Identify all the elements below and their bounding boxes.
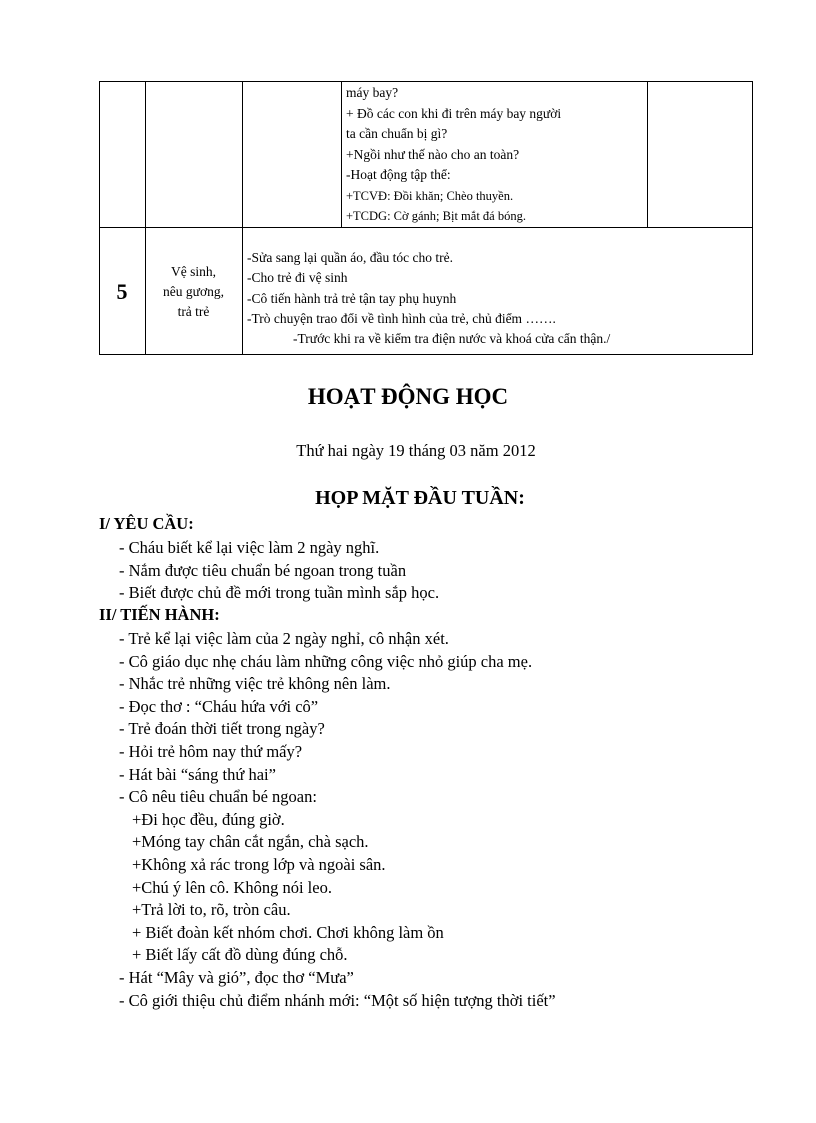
date-line: Thứ hai ngày 19 tháng 03 năm 2012 — [296, 441, 536, 460]
table-line: ta cần chuẩn bị gì? — [346, 126, 448, 141]
list-item: - Hát “Mây và gió”, đọc thơ “Mưa” — [119, 967, 354, 987]
row-title-line: trả trẻ — [177, 303, 210, 319]
list-subitem: + Biết đoàn kết nhóm chơi. Chơi không làm ồn — [132, 922, 444, 942]
list-item: - Trẻ kể lại việc làm của 2 ngày nghỉ, cô nhận xét. — [119, 629, 449, 648]
table-line: +Ngồi như thế nào cho an toàn? — [346, 146, 520, 162]
procedure-list — [119, 628, 556, 1012]
row-number: 5 — [116, 278, 128, 304]
table-border — [341, 81, 342, 228]
list-subitem: + Biết lấy cất đồ dùng đúng chỗ. — [132, 945, 348, 965]
list-item: - Hát bài “sáng thứ hai” — [119, 764, 276, 784]
table-border — [752, 81, 753, 355]
row-activities — [247, 248, 610, 349]
list-subitem: +Không xả rác trong lớp và ngoài sân. — [132, 854, 386, 874]
table-border — [242, 81, 243, 355]
table-line: +TCVĐ: Đồi khăn; Chèo thuyền. — [346, 188, 514, 203]
list-item: - Đọc thơ : “Cháu hứa với cô” — [119, 696, 319, 716]
list-item: - Biết được chủ đề mới trong tuần mình sắp học. — [119, 583, 440, 603]
section-heading-procedure: II/ TIẾN HÀNH: — [99, 605, 220, 624]
section-title: HỌP MẶT ĐẦU TUẦN: — [315, 487, 525, 509]
page-title: HOẠT ĐỘNG HỌC — [307, 384, 509, 409]
activity-line: -Trước khi ra về kiểm tra điện nước và khoá cửa cẩn thận./ — [293, 331, 611, 347]
schedule-table — [99, 81, 753, 355]
requirements-list — [119, 537, 439, 605]
table-line: máy bay? — [346, 85, 399, 100]
activity-line: -Cho trẻ đi vệ sinh — [247, 270, 348, 286]
table-border — [647, 81, 648, 228]
row-title-line: nêu gương, — [163, 283, 224, 299]
section-heading-requirements: I/ YÊU CẦU: — [99, 514, 194, 533]
table-line: -Hoạt động tập thể: — [346, 167, 451, 182]
list-item: - Hỏi trẻ hôm nay thứ mấy? — [119, 741, 303, 761]
list-item: - Nhắc trẻ những việc trẻ không nên làm. — [119, 674, 391, 694]
list-item: - Cháu biết kể lại việc làm 2 ngày nghĩ. — [119, 538, 380, 557]
activity-line: -Sửa sang lại quần áo, đầu tóc cho trẻ. — [247, 250, 454, 265]
list-subitem: +Trả lời to, rõ, tròn câu. — [132, 900, 291, 920]
list-subitem: +Chú ý lên cô. Không nói leo. — [132, 877, 332, 897]
list-subitem: +Móng tay chân cắt ngắn, chà sạch. — [132, 832, 369, 852]
list-item: - Cô giáo dục nhẹ cháu làm những công việc nhỏ giúp cha mẹ. — [119, 651, 533, 671]
activity-line: -Trò chuyện trao đổi về tình hình của trẻ, chủ điểm ……. — [247, 310, 556, 326]
continued-activity-cell — [346, 83, 561, 227]
list-item: - Cô giới thiệu chủ điểm nhánh mới: “Một số hiện tượng thời tiết” — [119, 990, 556, 1010]
list-item: - Nắm được tiêu chuẩn bé ngoan trong tuần — [119, 560, 407, 580]
list-subitem: +Đi học đều, đúng giờ. — [132, 809, 285, 829]
row-title — [145, 228, 242, 355]
row-title-line: Vệ sinh, — [170, 263, 216, 279]
table-border — [99, 81, 753, 82]
list-item: - Cô nêu tiêu chuẩn bé ngoan: — [119, 787, 317, 807]
table-line: +TCDG: Cờ gánh; Bịt mắt đá bóng. — [346, 209, 526, 223]
activity-line: -Cô tiến hành trả trẻ tận tay phụ huynh — [247, 290, 457, 306]
list-item: - Trẻ đoán thời tiết trong ngày? — [119, 719, 325, 739]
table-line: + Đồ các con khi đi trên máy bay người — [346, 105, 562, 121]
